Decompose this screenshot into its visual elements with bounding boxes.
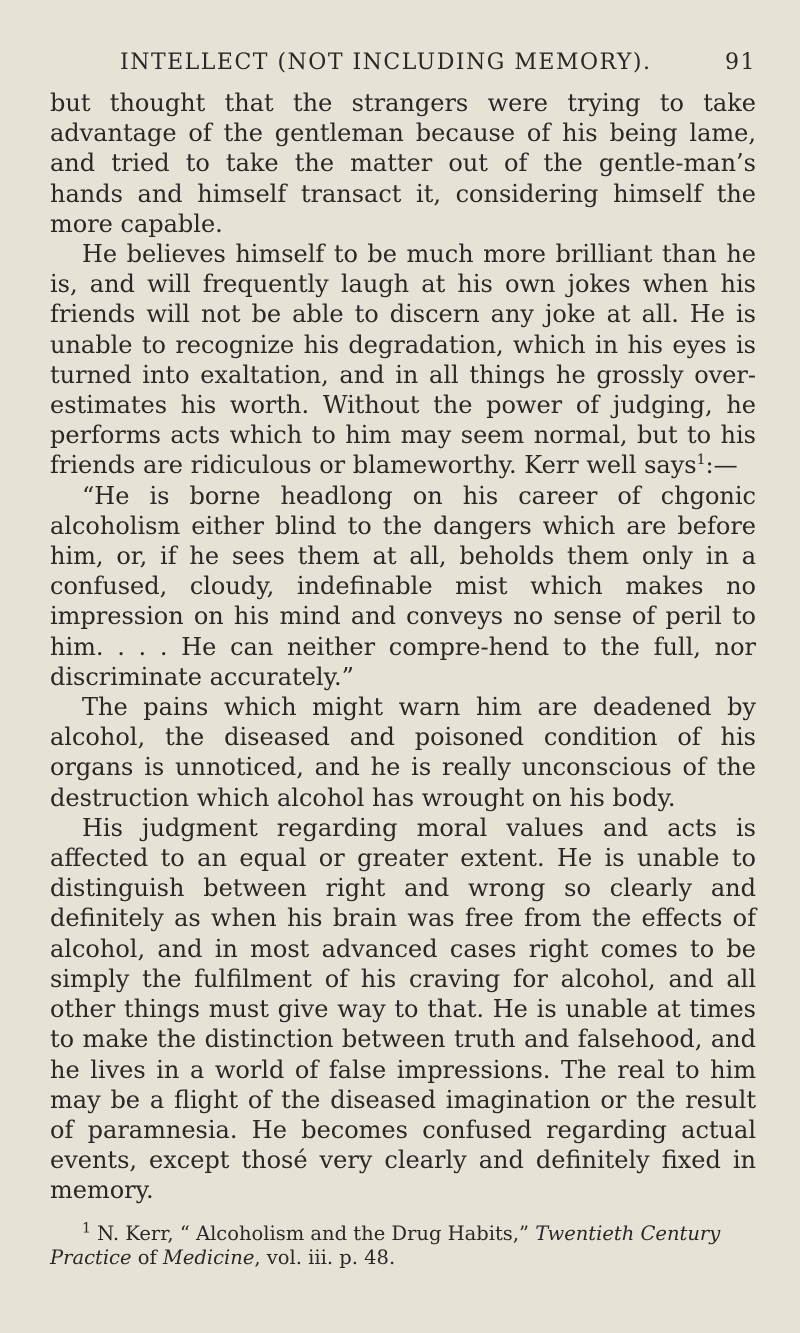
- paragraph-1: but thought that the strangers were trying to take advantage of the gentleman because of his being lame, and tried to take the matter out of the gentle-man’s hands and himself transact it, considering himself the more capable.: [50, 89, 756, 238]
- block-quote: “He is borne headlong on his career of chgonic alcoholism either blind to the dangers which are before him, or, if he sees them at all, beholds them only in a confused, cloudy, indefinable mist which makes no impression on his mind and conveys no sense of peril to him. . . . He can neither compre-hend to the full, nor discriminate accurately.”: [50, 481, 756, 691]
- running-head-title: INTELLECT (NOT INCLUDING MEMORY).: [120, 50, 652, 75]
- page-number: 91: [725, 50, 756, 75]
- footnote-text-plain: N. Kerr, “ Alcoholism and the Drug Habits,”: [90, 1221, 536, 1245]
- footnote-text-end: , vol. iii. p. 48.: [254, 1245, 396, 1269]
- paragraph-5: His judgment regarding moral values and acts is affected to an equal or greater extent. He is unable to distinguish between right and wrong so clearly and definitely as when his brain was free from the effects of alcohol, and in most advanced cases right comes to be simply the fulfilment of his craving for alcohol, and all other things must give way to that. He is unable at times to make the distinction between truth and falsehood, and he lives in a world of false impressions. The real to him may be a flight of the diseased imagination or the result of paramnesia. He becomes confused regarding actual events, except thosé very clearly and definitely fixed in memory.: [50, 813, 756, 1205]
- paragraph-4: The pains which might warn him are deadened by alcohol, the diseased and poisoned condition of his organs is unnoticed, and he is really unconscious of the destruction which alcohol has wrought on his body.: [50, 693, 756, 812]
- footnote-italic-title: Twentieth Century Practice: [50, 1221, 721, 1269]
- footnote-italic-title-2: Medicine: [162, 1245, 255, 1269]
- body-text: [50, 88, 756, 1206]
- paragraph-2: [50, 239, 756, 481]
- paragraph-2-text: He believes himself to be much more brilliant than he is, and will frequently laugh at his own jokes when his friends will not be able to discern any joke at all. He is unable to recognize his degradation, which in his eyes is turned into exaltation, and in all things he grossly over-estimates his worth. Without the power of judging, he performs acts which to him may seem normal, but to his friends are ridiculous or blameworthy. Kerr well says: [50, 240, 756, 480]
- running-head: [50, 42, 756, 82]
- footnote-text-mid: of: [131, 1245, 163, 1269]
- footnote-reference: 1: [696, 452, 706, 469]
- footnote-mark: 1: [82, 1220, 91, 1237]
- footnote: [50, 1222, 756, 1270]
- paragraph-2-suffix: :—: [705, 451, 738, 480]
